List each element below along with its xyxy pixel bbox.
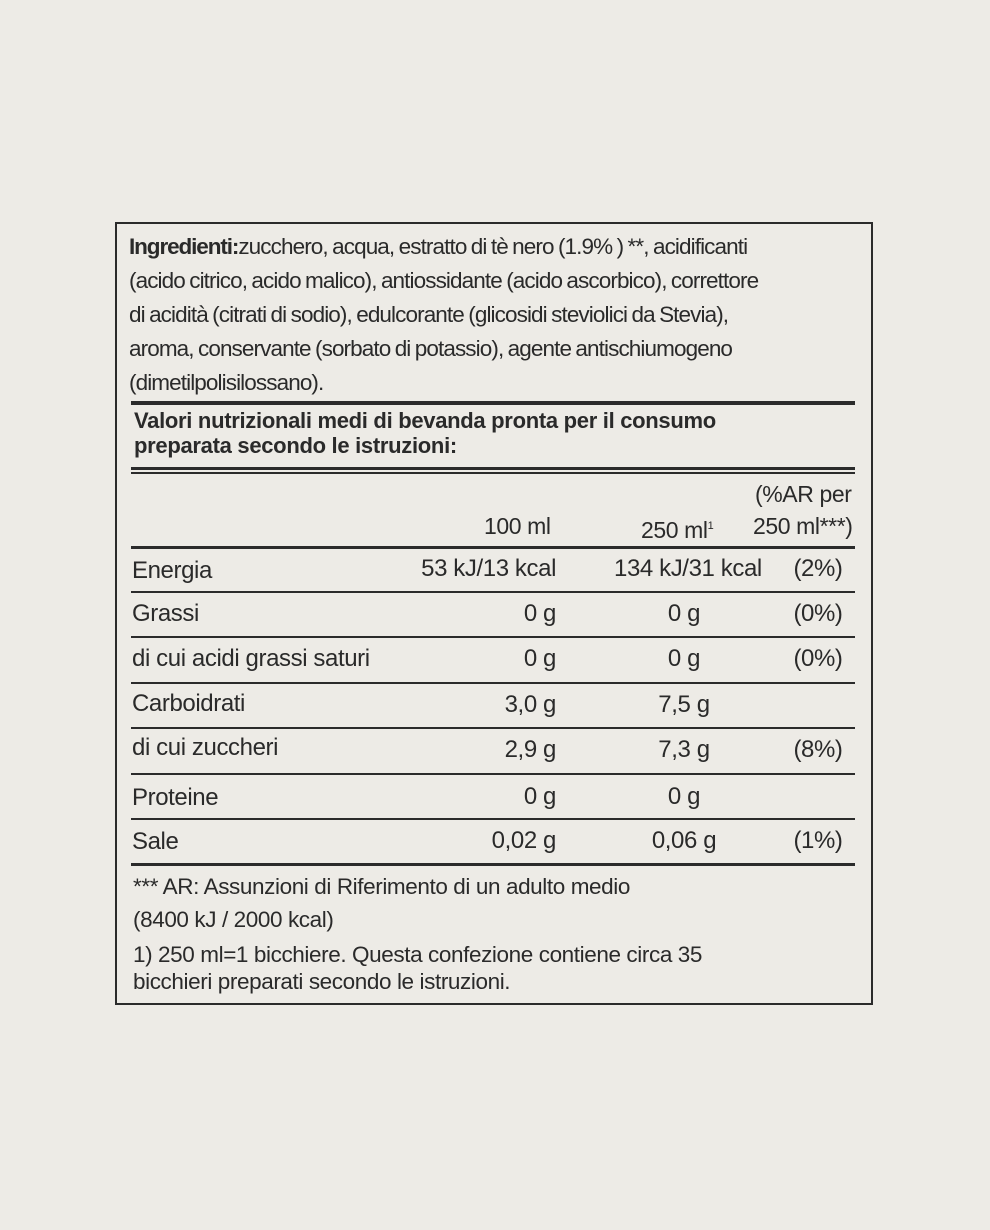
nutrition-title-line-1: Valori nutrizionali medi di bevanda pronta per il consumo — [134, 408, 716, 433]
row-divider-6 — [131, 818, 855, 820]
header-top-divider — [131, 472, 855, 474]
ingredients-line-2: (acido citrico, acido malico), antiossidante (acido ascorbico), correttore — [129, 268, 759, 293]
row-ar-energia: (2%) — [793, 555, 843, 582]
row-label-carboidrati: Carboidrati — [132, 690, 245, 717]
row-divider-1 — [131, 591, 855, 593]
footnote-ar-line-1: *** AR: Assunzioni di Riferimento di un adulto medio — [133, 874, 630, 899]
row-value-250-proteine: 0 g — [667, 783, 701, 810]
row-label-proteine: Proteine — [132, 784, 219, 811]
row-value-250-sale: 0,06 g — [651, 827, 717, 854]
header-col-ar-line-1: (%AR per — [755, 481, 852, 507]
row-divider-4 — [131, 727, 855, 729]
row-label-energia: Energia — [132, 557, 212, 584]
nutrition-title — [134, 408, 854, 458]
row-value-100-carboidrati: 3,0 g — [504, 691, 556, 718]
row-value-100-energia: 53 kJ/13 kcal — [421, 555, 556, 582]
footnote-glass-line-2: bicchieri preparati secondo le istruzioni. — [133, 969, 511, 994]
row-value-100-sale: 0,02 g — [491, 827, 556, 854]
row-value-250-saturi: 0 g — [667, 645, 701, 672]
header-col-250-footnote-mark: 1 — [707, 520, 714, 532]
ingredients-text-1: zucchero, acqua, estratto di tè nero (1.9% ) **, acidificanti — [238, 234, 748, 259]
row-label-sale: Sale — [132, 828, 179, 855]
row-divider-2 — [131, 636, 855, 638]
thick-divider — [131, 401, 855, 405]
header-col-250-label: 250 ml — [641, 517, 708, 543]
title-divider — [131, 467, 855, 470]
ingredients-line-1 — [129, 230, 864, 264]
row-ar-zuccheri: (8%) — [793, 736, 843, 763]
footnote-ar-line-2: (8400 kJ / 2000 kcal) — [133, 907, 334, 932]
header-col-100: 100 ml — [484, 513, 551, 539]
row-label-zuccheri: di cui zuccheri — [132, 734, 279, 761]
nutrition-title-line-2: preparata secondo le istruzioni: — [134, 433, 457, 458]
nutrition-label — [115, 222, 873, 1005]
row-value-100-saturi: 0 g — [523, 645, 556, 672]
ingredients-line-3: di acidità (citrati di sodio), edulcorante (glicosidi steviolici da Stevia), — [129, 302, 729, 327]
row-value-100-zuccheri: 2,9 g — [504, 736, 556, 763]
row-divider-3 — [131, 682, 855, 684]
footnote-glass-line-1: 1) 250 ml=1 bicchiere. Questa confezione contiene circa 35 — [133, 942, 703, 967]
header-col-ar-line-2: 250 ml***) — [753, 513, 853, 539]
row-ar-saturi: (0%) — [793, 645, 843, 672]
row-value-100-proteine: 0 g — [523, 783, 556, 810]
ingredients-label: Ingredienti: — [129, 234, 239, 259]
header-col-250 — [641, 510, 713, 546]
table-bottom-divider — [131, 863, 855, 866]
row-ar-sale: (1%) — [793, 827, 843, 854]
ingredients-line-5: (dimetilpolisilossano). — [129, 370, 324, 395]
header-bottom-divider — [131, 546, 855, 549]
row-label-grassi: Grassi — [132, 600, 199, 627]
row-label-saturi: di cui acidi grassi saturi — [132, 645, 370, 672]
ingredients-line-4: aroma, conservante (sorbato di potassio), agente antischiumogeno — [129, 336, 733, 361]
row-value-250-carboidrati: 7,5 g — [658, 691, 710, 718]
row-value-250-grassi: 0 g — [667, 600, 701, 627]
row-divider-5 — [131, 773, 855, 775]
row-value-250-energia: 134 kJ/31 kcal — [614, 555, 762, 582]
row-ar-grassi: (0%) — [793, 600, 843, 627]
ingredients-block — [129, 230, 864, 400]
row-value-100-grassi: 0 g — [523, 600, 556, 627]
row-value-250-zuccheri: 7,3 g — [658, 736, 710, 763]
